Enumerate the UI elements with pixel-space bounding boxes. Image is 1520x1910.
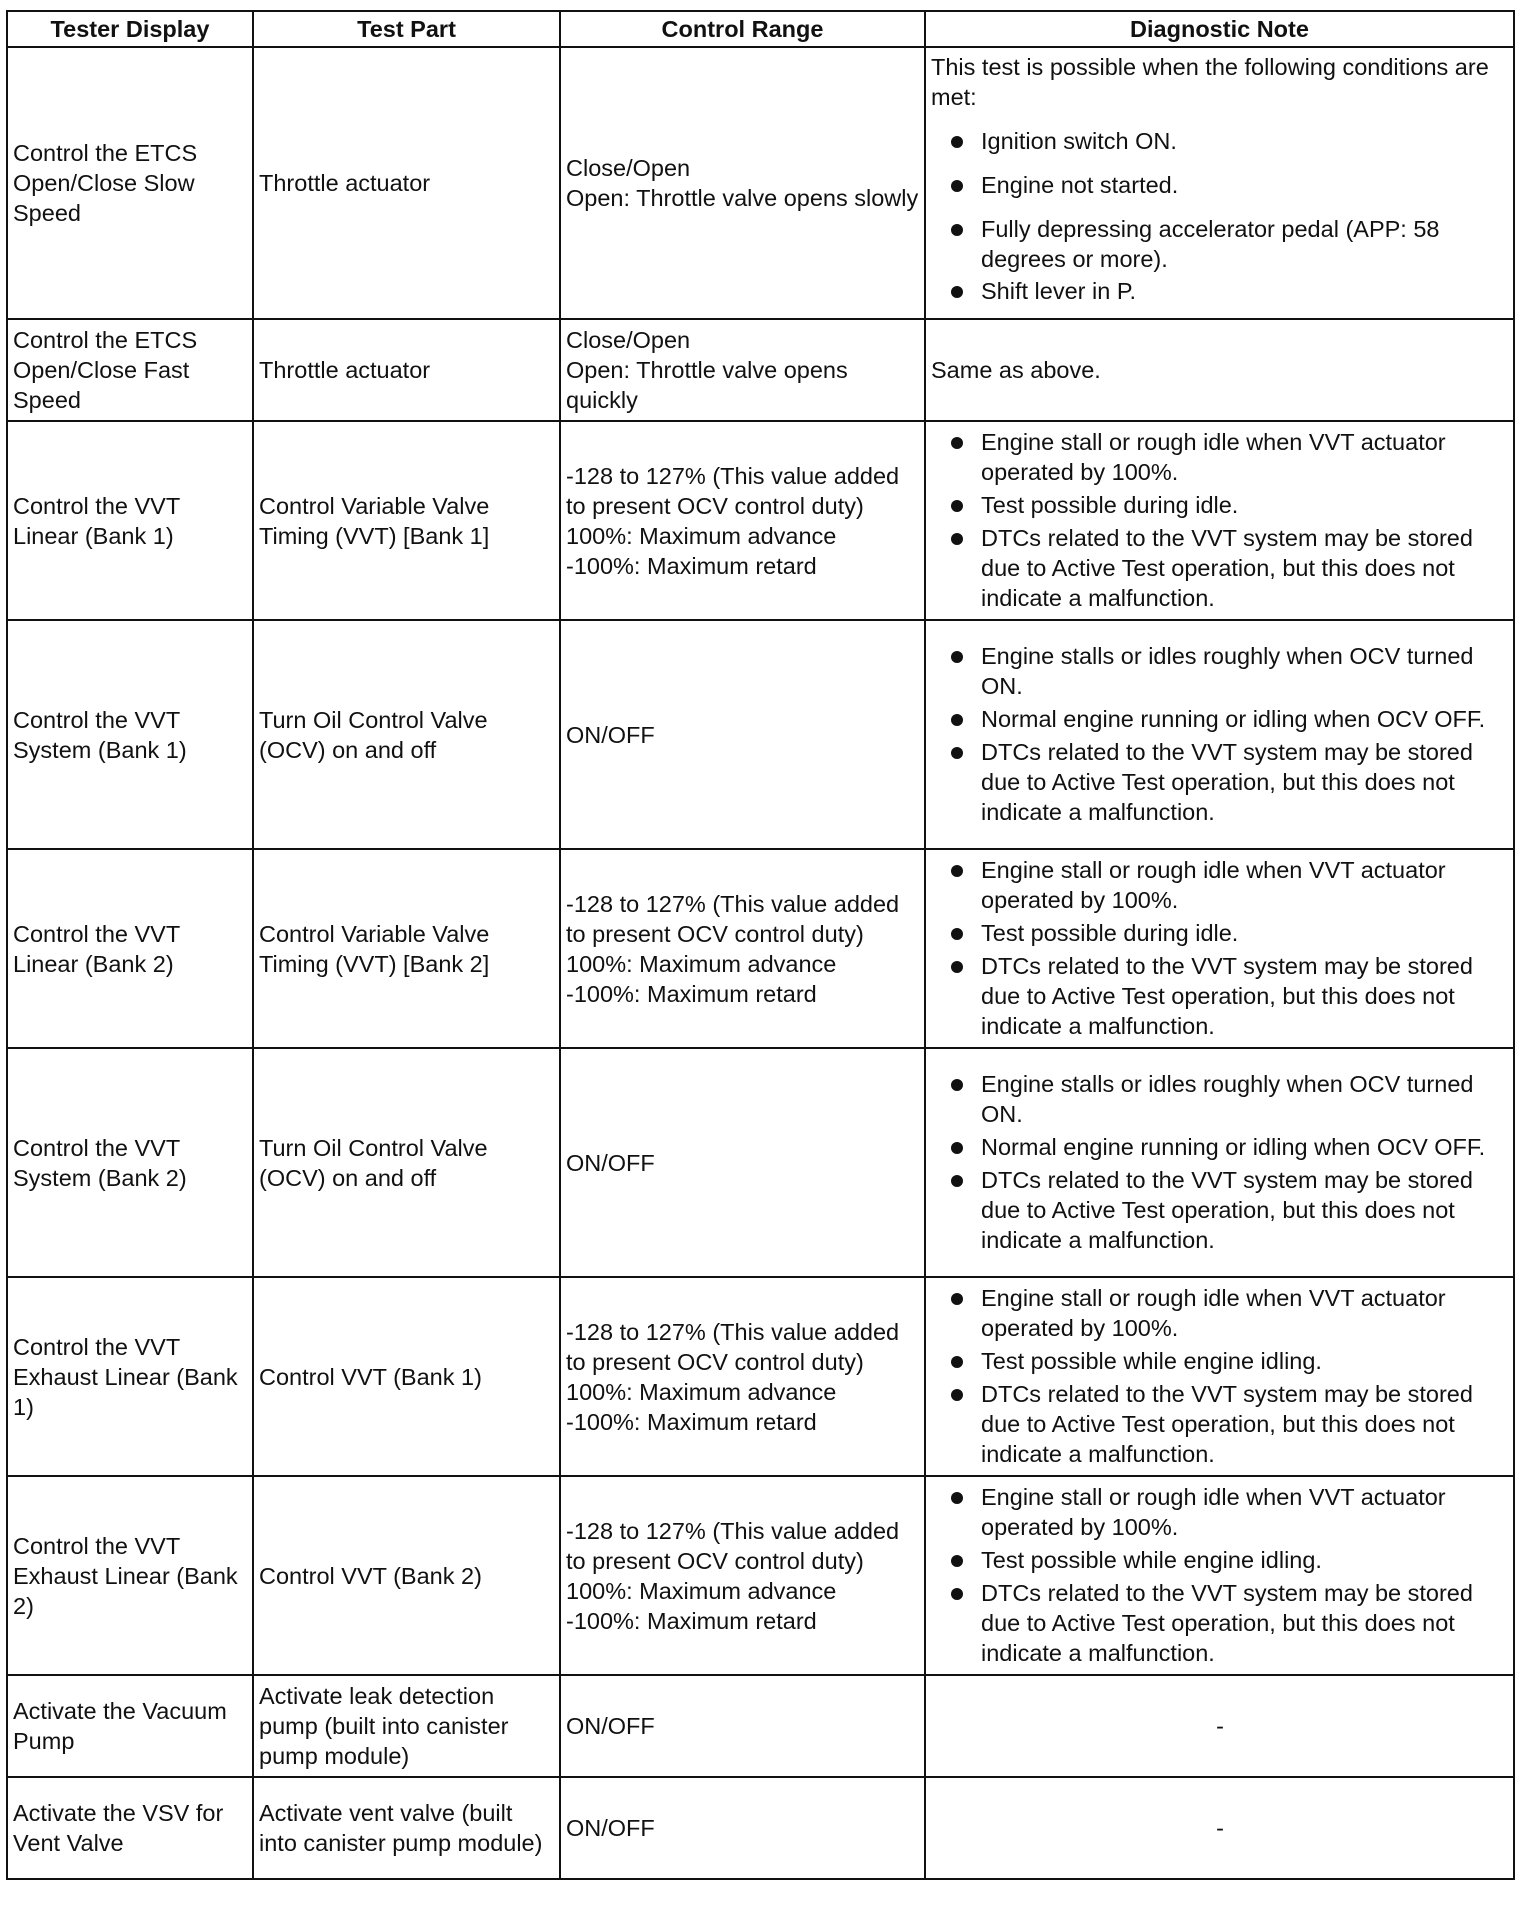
note-list <box>931 1069 1509 1255</box>
cell-control-range <box>560 1048 925 1277</box>
table-row <box>7 421 1514 620</box>
note-item: DTCs related to the VVT system may be stored due to Active Test operation, but this does not indicate a malfunction. <box>931 1578 1509 1668</box>
note-item: Engine stall or rough idle when VVT actuator operated by 100%. <box>931 427 1509 487</box>
note-list <box>931 1283 1509 1469</box>
cell-tester-display: Control the VVT Linear (Bank 1) <box>7 421 253 620</box>
table-row <box>7 1048 1514 1277</box>
cell-diagnostic-note <box>925 1277 1514 1476</box>
range-line: -100%: Maximum retard <box>566 1607 817 1634</box>
note-item: Test possible during idle. <box>931 490 1509 520</box>
note-item: Test possible during idle. <box>931 918 1509 948</box>
cell-tester-display: Control the VVT System (Bank 1) <box>7 620 253 849</box>
range-line: -128 to 127% (This value added to present OCV control duty) <box>566 462 900 519</box>
note-item: Shift lever in P. <box>931 276 1509 306</box>
table-row <box>7 1277 1514 1476</box>
range-line: 100%: Maximum advance <box>566 1577 837 1604</box>
range-line: ON/OFF <box>566 1713 655 1739</box>
table-row <box>7 47 1514 319</box>
header-tester-display: Tester Display <box>7 11 253 47</box>
cell-diagnostic-note <box>925 421 1514 620</box>
range-line: -128 to 127% (This value added to present OCV control duty) <box>566 1318 900 1375</box>
range-line: -100%: Maximum retard <box>566 1408 817 1435</box>
table-row <box>7 1675 1514 1777</box>
table-row <box>7 1476 1514 1675</box>
table-row <box>7 319 1514 421</box>
cell-tester-display: Activate the VSV for Vent Valve <box>7 1777 253 1879</box>
note-item: Engine stall or rough idle when VVT actuator operated by 100%. <box>931 1482 1509 1542</box>
cell-diagnostic-note <box>925 1048 1514 1277</box>
cell-control-range <box>560 1277 925 1476</box>
cell-tester-display: Control the VVT Exhaust Linear (Bank 1) <box>7 1277 253 1476</box>
cell-test-part: Throttle actuator <box>253 47 560 319</box>
cell-test-part: Activate vent valve (built into canister pump module) <box>253 1777 560 1879</box>
active-test-table <box>6 10 1515 1880</box>
cell-test-part: Control VVT (Bank 2) <box>253 1476 560 1675</box>
range-line: Open: Throttle valve opens quickly <box>566 357 848 413</box>
range-line: ON/OFF <box>566 1149 655 1176</box>
note-item: Engine stalls or idles roughly when OCV turned ON. <box>931 641 1509 701</box>
note-item: Ignition switch ON. <box>931 126 1509 156</box>
cell-diagnostic-note <box>925 849 1514 1048</box>
cell-test-part: Control VVT (Bank 1) <box>253 1277 560 1476</box>
cell-test-part: Activate leak detection pump (built into canister pump module) <box>253 1675 560 1777</box>
header-diagnostic-note: Diagnostic Note <box>925 11 1514 47</box>
header-control-range: Control Range <box>560 11 925 47</box>
table-header-row <box>7 11 1514 47</box>
range-line: -128 to 127% (This value added to present OCV control duty) <box>566 1517 900 1574</box>
table-row <box>7 849 1514 1048</box>
note-item: Normal engine running or idling when OCV OFF. <box>931 1132 1509 1162</box>
cell-test-part: Control Variable Valve Timing (VVT) [Bank 2] <box>253 849 560 1048</box>
note-list <box>931 641 1509 827</box>
cell-control-range <box>560 1777 925 1879</box>
cell-control-range <box>560 620 925 849</box>
cell-test-part: Turn Oil Control Valve (OCV) on and off <box>253 620 560 849</box>
cell-tester-display: Control the ETCS Open/Close Fast Speed <box>7 319 253 421</box>
range-line: Open: Throttle valve opens slowly <box>566 185 919 211</box>
note-list <box>931 1482 1509 1668</box>
cell-control-range <box>560 47 925 319</box>
table-row <box>7 1777 1514 1879</box>
cell-diagnostic-note <box>925 1476 1514 1675</box>
range-line: 100%: Maximum advance <box>566 1378 837 1405</box>
cell-tester-display: Control the ETCS Open/Close Slow Speed <box>7 47 253 319</box>
cell-diagnostic-note <box>925 620 1514 849</box>
cell-tester-display: Control the VVT System (Bank 2) <box>7 1048 253 1277</box>
note-list <box>931 855 1509 1041</box>
note-item: DTCs related to the VVT system may be stored due to Active Test operation, but this does not indicate a malfunction. <box>931 1379 1509 1469</box>
cell-tester-display: Control the VVT Linear (Bank 2) <box>7 849 253 1048</box>
note-item: Engine stall or rough idle when VVT actuator operated by 100%. <box>931 855 1509 915</box>
range-line: ON/OFF <box>566 721 655 748</box>
note-item: Engine stalls or idles roughly when OCV turned ON. <box>931 1069 1509 1129</box>
range-line: -128 to 127% (This value added to present OCV control duty) <box>566 890 900 947</box>
range-line: ON/OFF <box>566 1815 655 1841</box>
range-line: 100%: Maximum advance <box>566 950 837 977</box>
range-line: -100%: Maximum retard <box>566 980 817 1007</box>
note-list <box>931 427 1509 613</box>
cell-diagnostic-note: - <box>925 1777 1514 1879</box>
note-item: Engine not started. <box>931 170 1509 200</box>
range-line: 100%: Maximum advance <box>566 522 837 549</box>
cell-diagnostic-note: Same as above. <box>925 319 1514 421</box>
cell-control-range <box>560 319 925 421</box>
note-item: Test possible while engine idling. <box>931 1545 1509 1575</box>
note-item: DTCs related to the VVT system may be stored due to Active Test operation, but this does not indicate a malfunction. <box>931 737 1509 827</box>
header-test-part: Test Part <box>253 11 560 47</box>
range-line: Close/Open <box>566 155 691 181</box>
note-list <box>931 126 1509 306</box>
cell-test-part: Throttle actuator <box>253 319 560 421</box>
note-item: Normal engine running or idling when OCV OFF. <box>931 704 1509 734</box>
cell-diagnostic-note: - <box>925 1675 1514 1777</box>
cell-test-part: Turn Oil Control Valve (OCV) on and off <box>253 1048 560 1277</box>
note-intro: This test is possible when the following conditions are met: <box>931 54 1489 110</box>
cell-control-range <box>560 849 925 1048</box>
cell-tester-display: Activate the Vacuum Pump <box>7 1675 253 1777</box>
range-line: Close/Open <box>566 327 691 353</box>
cell-control-range <box>560 1675 925 1777</box>
note-item: DTCs related to the VVT system may be stored due to Active Test operation, but this does not indicate a malfunction. <box>931 1165 1509 1255</box>
table-row <box>7 620 1514 849</box>
note-item: Test possible while engine idling. <box>931 1346 1509 1376</box>
cell-diagnostic-note <box>925 47 1514 319</box>
cell-control-range <box>560 421 925 620</box>
note-item: DTCs related to the VVT system may be stored due to Active Test operation, but this does not indicate a malfunction. <box>931 523 1509 613</box>
note-item: DTCs related to the VVT system may be stored due to Active Test operation, but this does not indicate a malfunction. <box>931 951 1509 1041</box>
cell-tester-display: Control the VVT Exhaust Linear (Bank 2) <box>7 1476 253 1675</box>
cell-test-part: Control Variable Valve Timing (VVT) [Bank 1] <box>253 421 560 620</box>
range-line: -100%: Maximum retard <box>566 552 817 579</box>
note-item: Engine stall or rough idle when VVT actuator operated by 100%. <box>931 1283 1509 1343</box>
note-item: Fully depressing accelerator pedal (APP: 58 degrees or more). <box>931 214 1509 274</box>
cell-control-range <box>560 1476 925 1675</box>
